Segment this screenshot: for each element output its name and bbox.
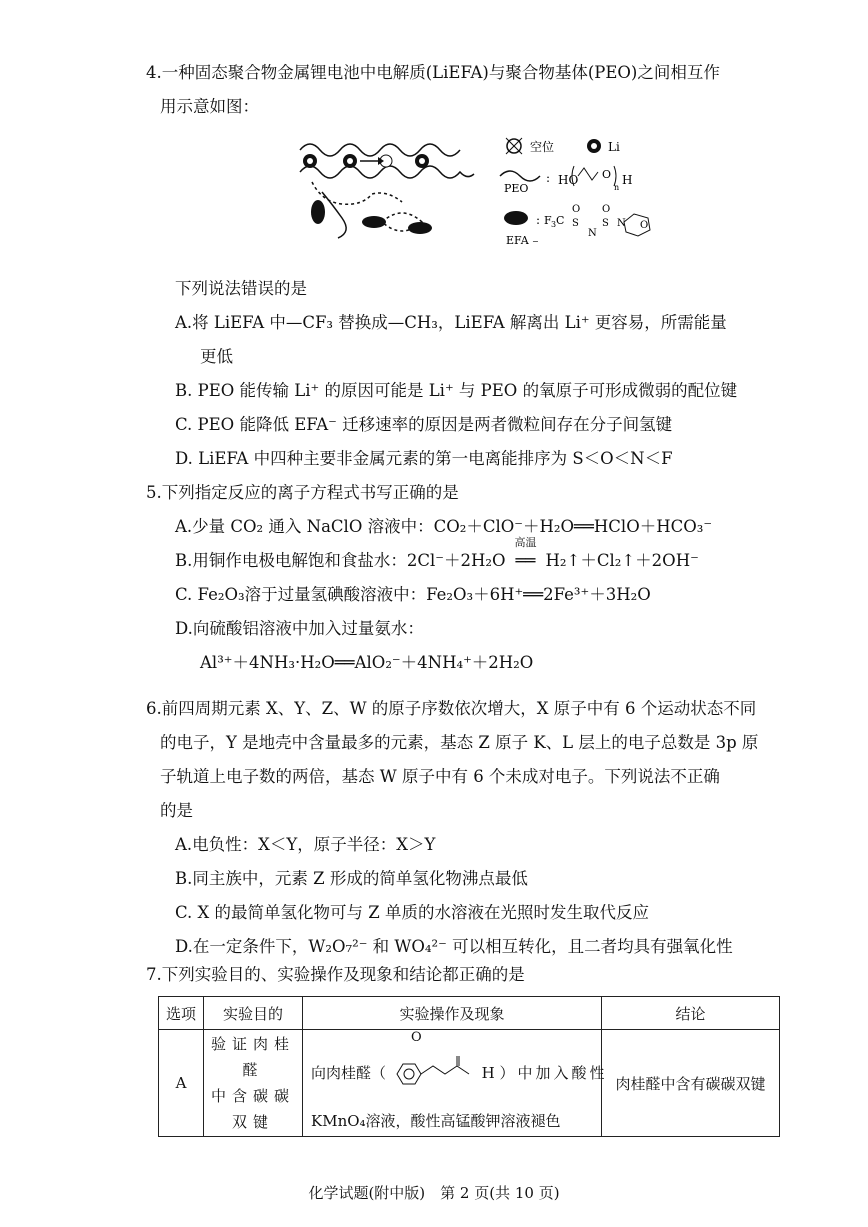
svg-text:S: S bbox=[602, 218, 609, 229]
q6-stem-line1: 6.前四周期元素 X、Y、Z、W 的原子序数依次增大，X 原子中有 6 个运动状态不同 bbox=[146, 699, 757, 718]
row-purpose: 验证肉桂醛 中含碳碳 双键 bbox=[204, 1030, 303, 1137]
svg-text:O: O bbox=[640, 220, 649, 231]
legend-peo-text: PEO bbox=[504, 182, 529, 195]
q5-option-d-equation: Al³⁺＋4NH₃·H₂O══AlO₂⁻＋4NH₄⁺＋2H₂O bbox=[200, 653, 534, 672]
svg-text:−: − bbox=[532, 237, 539, 246]
cinnamaldehyde-structure bbox=[391, 1056, 477, 1092]
q4-option-a[interactable]: A.将 LiEFA 中—CF₃ 替换成—CH₃，LiEFA 解离出 Li⁺ 更容易，所需能量 bbox=[175, 313, 727, 332]
q4-stem-line1: 4.一种固态聚合物金属锂电池中电解质(LiEFA)与聚合物基体(PEO)之间相互作 bbox=[146, 63, 720, 82]
q4-option-b[interactable]: B. PEO 能传输 Li⁺ 的原因可能是 Li⁺ 与 PEO 的氧原子可形成微弱的配位键 bbox=[175, 381, 738, 400]
svg-text:S: S bbox=[572, 218, 579, 229]
question-5 bbox=[146, 476, 800, 680]
header-option: 选项 bbox=[159, 997, 204, 1030]
q5-option-a[interactable]: A.少量 CO₂ 通入 NaClO 溶液中：CO₂＋ClO⁻＋H₂O══HClO＋HCO₃⁻ bbox=[175, 517, 713, 536]
operation-text-line2: KMnO₄溶液，酸性高锰酸钾溶液褪色 bbox=[311, 1112, 561, 1130]
reaction-condition: 高温 ══ bbox=[514, 536, 537, 570]
svg-text:N: N bbox=[617, 218, 626, 229]
header-purpose: 实验目的 bbox=[204, 997, 303, 1030]
page-footer: 化学试题(附中版) 第 2 页(共 10 页) bbox=[308, 1184, 560, 1202]
experiment-table bbox=[158, 996, 780, 1137]
q5-stem: 5.下列指定反应的离子方程式书写正确的是 bbox=[146, 483, 459, 502]
legend-li-text: Li bbox=[608, 140, 620, 154]
svg-text:O: O bbox=[572, 204, 581, 215]
svg-text:O: O bbox=[602, 168, 612, 181]
q4-interaction-diagram bbox=[292, 132, 662, 260]
operation-text-h: H bbox=[481, 1064, 495, 1082]
legend-efa-text: EFA bbox=[506, 234, 529, 247]
question-4 bbox=[146, 56, 800, 124]
q4-prompt: 下列说法错误的是 bbox=[175, 279, 307, 298]
q5-option-b[interactable]: B.用铜作电极电解饱和食盐水：2Cl⁻＋2H₂O 高温 ══ H₂↑＋Cl₂↑＋2OH⁻ bbox=[160, 544, 800, 578]
peo-bond-line bbox=[578, 168, 598, 180]
q6-option-c[interactable]: C. X 的最简单氢化物可与 Z 单质的水溶液在光照时发生取代反应 bbox=[175, 903, 649, 922]
svg-text::: : bbox=[546, 171, 551, 185]
header-operation: 实验操作及现象 bbox=[303, 997, 602, 1030]
operation-text-pre: 向肉桂醛（ bbox=[311, 1064, 387, 1082]
question-4-options bbox=[160, 272, 800, 476]
q6-option-d[interactable]: D.在一定条件下，W₂O₇²⁻ 和 WO₄²⁻ 可以相互转化，且二者均具有强氧化性 bbox=[175, 937, 733, 956]
question-6 bbox=[146, 692, 800, 964]
svg-text:HO: HO bbox=[558, 173, 579, 187]
svg-text:C: C bbox=[556, 214, 565, 227]
table-row[interactable] bbox=[159, 1030, 780, 1137]
svg-text:3: 3 bbox=[551, 220, 557, 229]
q4-stem-line2: 用示意如图： bbox=[160, 97, 259, 116]
svg-text::: : bbox=[536, 213, 541, 227]
table-header-row bbox=[159, 997, 780, 1030]
q6-stem-line4: 的是 bbox=[160, 801, 193, 820]
q6-stem-line2: 的电子，Y 是地壳中含量最多的元素，基态 Z 原子 K、L 层上的电子总数是 3p 原 bbox=[160, 733, 759, 752]
row-conclusion: 肉桂醛中含有碳碳双键 bbox=[602, 1030, 780, 1137]
q5-option-c[interactable]: C. Fe₂O₃溶于过量氢碘酸溶液中：Fe₂O₃＋6H⁺══2Fe³⁺＋3H₂O bbox=[175, 585, 651, 604]
figure-legend bbox=[500, 138, 650, 247]
efa-anion-shapes bbox=[311, 200, 432, 234]
q4-option-d[interactable]: D. LiEFA 中四种主要非金属元素的第一电离能排序为 S＜O＜N＜F bbox=[175, 449, 673, 468]
q7-stem: 7.下列实验目的、实验操作及现象和结论都正确的是 bbox=[146, 965, 525, 984]
carbonyl-oxygen-label: O bbox=[411, 1030, 422, 1045]
q6-option-b[interactable]: B.同主族中，元素 Z 形成的简单氢化物沸点最低 bbox=[175, 869, 528, 888]
q4-option-a-cont: 更低 bbox=[200, 347, 233, 366]
svg-text:O: O bbox=[602, 204, 611, 215]
svg-text:N: N bbox=[588, 228, 597, 239]
efa-legend-icon bbox=[504, 211, 528, 225]
peo-legend-icon bbox=[500, 171, 540, 181]
row-option: A bbox=[159, 1030, 204, 1137]
q5-option-d[interactable]: D.向硫酸铝溶液中加入过量氨水： bbox=[175, 619, 424, 638]
question-7 bbox=[146, 958, 800, 992]
svg-text:n: n bbox=[614, 183, 620, 192]
q4-option-c[interactable]: C. PEO 能降低 EFA⁻ 迁移速率的原因是两者微粒间存在分子间氢键 bbox=[175, 415, 673, 434]
header-conclusion: 结论 bbox=[602, 997, 780, 1030]
svg-text:F: F bbox=[544, 214, 552, 227]
operation-text-post: ）中加入酸性 bbox=[499, 1064, 608, 1082]
legend-vacancy-text: 空位 bbox=[530, 140, 555, 154]
q6-stem-line3: 子轨道上电子数的两倍，基态 W 原子中有 6 个未成对电子。下列说法不正确 bbox=[160, 767, 720, 786]
q6-option-a[interactable]: A.电负性：X＜Y，原子半径：X＞Y bbox=[175, 835, 436, 854]
row-operation bbox=[303, 1030, 608, 1137]
svg-text:H: H bbox=[622, 173, 633, 187]
